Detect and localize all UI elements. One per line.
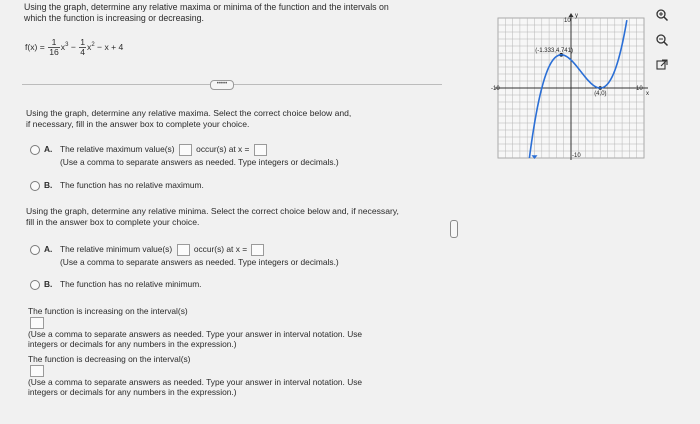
fraction-2: $\frac{1}{4}$	[80, 37, 86, 57]
x-right-tick-label: 10	[636, 86, 643, 92]
divider-handle[interactable]: •••••	[210, 80, 234, 90]
minima-instructions: Using the graph, determine any relative minima. Select the correct choice below and, if necessary, fill in the answer box to complete your choice.	[26, 206, 399, 227]
function-graph	[490, 12, 652, 162]
function-formula: f(x) = $\frac{1}{16}$ $x^3$ − $\frac{1}{4}$ $x^2 - x + 4$	[25, 37, 124, 57]
minima-option-a[interactable]: A. The relative minimum value(s) occur(s) at x = (Use a comma to separate answers as needed. Type integers or decimals.)	[30, 244, 430, 268]
y-axis-arrow-icon	[569, 13, 574, 17]
maxima-option-b-radio[interactable]	[30, 181, 40, 191]
max-x-input[interactable]	[254, 144, 267, 156]
y-bottom-tick-label: -10	[572, 153, 581, 159]
problem-line-2: which the function is increasing or decreasing.	[24, 12, 204, 23]
increasing-section: The function is increasing on the interval(s) (Use a comma to separate answers as needed. Type your answer in interval notation. Use integers or decimals for any numbers in the expression.)	[28, 306, 363, 349]
y-top-tick-label: 10	[564, 18, 571, 24]
fraction-1: $\frac{1}{16}$	[49, 37, 59, 57]
formula-lhs: f(x) =	[25, 41, 45, 52]
min-x-input[interactable]	[251, 244, 264, 256]
problem-statement	[24, 2, 444, 23]
problem-line-1: Using the graph, determine any relative maxima or minima of the function and the intervals on	[24, 2, 389, 12]
maxima-option-b[interactable]: B. The function has no relative maximum.	[30, 180, 430, 192]
increasing-input[interactable]	[30, 317, 44, 329]
decreasing-input[interactable]	[30, 365, 44, 377]
graph-svg	[490, 12, 652, 162]
minima-option-b[interactable]: B. The function has no relative minimum.	[30, 279, 430, 291]
minima-option-b-radio[interactable]	[30, 280, 40, 290]
panel-resize-handle[interactable]	[450, 220, 458, 238]
y-axis-label: y	[575, 13, 578, 19]
zoom-out-icon[interactable]	[655, 33, 669, 47]
x-axis-label: x	[646, 91, 649, 97]
minima-option-a-radio[interactable]	[30, 245, 40, 255]
min-value-input[interactable]	[177, 244, 190, 256]
x-left-tick-label: -10	[491, 86, 500, 92]
maxima-option-a[interactable]: A. The relative maximum value(s) occur(s) at x = (Use a comma to separate answers as needed. Type integers or decimals.)	[30, 144, 430, 168]
popout-icon[interactable]	[655, 58, 669, 72]
maxima-instructions: Using the graph, determine any relative maxima. Select the correct choice below and, if necessary, fill in the answer box to complete your choice.	[26, 108, 352, 129]
max-point-label: (-1.333,4.741)	[535, 47, 573, 54]
decreasing-section: The function is decreasing on the interval(s) (Use a comma to separate answers as needed. Type your answer in interval notation. Use integers or decimals for any numbers in the expression.)	[28, 354, 363, 397]
max-value-input[interactable]	[179, 144, 192, 156]
min-point-label: (4,0)	[594, 91, 607, 97]
maxima-option-a-radio[interactable]	[30, 145, 40, 155]
zoom-in-icon[interactable]	[655, 8, 669, 22]
